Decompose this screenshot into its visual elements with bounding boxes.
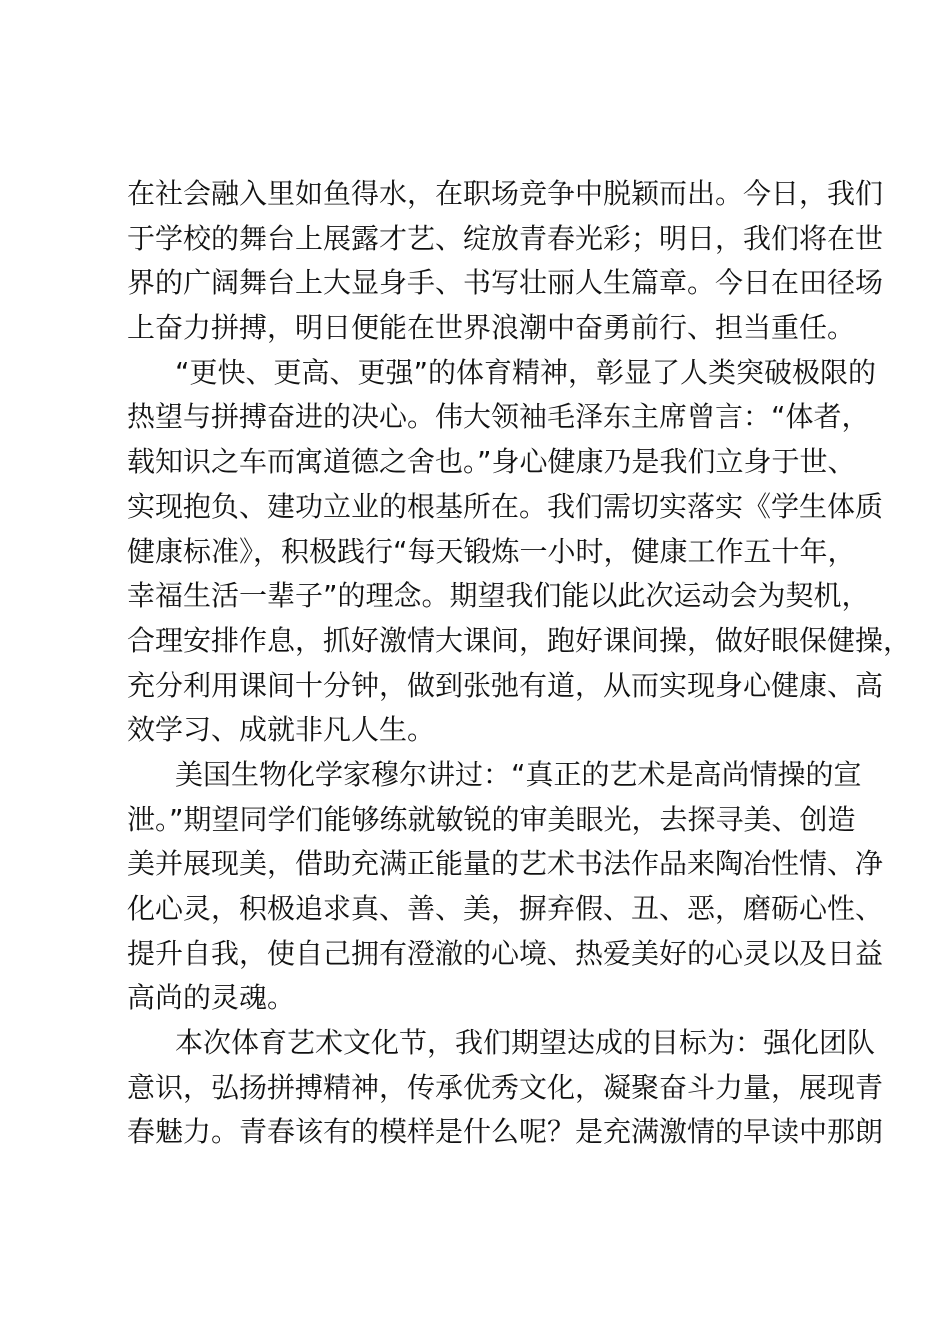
text-line: 意识，弘扬拼搏精神，传承优秀文化，凝聚奋斗力量，展现青 xyxy=(127,1070,884,1104)
paragraph-first-line: 本次体育艺术文化节，我们期望达成的目标为：强化团队 xyxy=(175,1026,876,1060)
text-line: 美并展现美，借助充满正能量的艺术书法作品来陶冶性情、净 xyxy=(127,847,884,881)
document-body xyxy=(127,172,912,1155)
text-line: 化心灵，积极追求真、善、美，摒弃假、丑、恶，磨砺心性、 xyxy=(127,892,884,925)
text-line: 上奋力拼搏，明日便能在世界浪潮中奋勇前行、担当重任。 xyxy=(127,311,856,345)
text-line: 健康标准》，积极践行“每天锻炼一小时，健康工作五十年， xyxy=(127,534,856,568)
paragraph-first-line: “更快、更高、更强”的体育精神，彰显了人类突破极限的 xyxy=(175,355,877,389)
text-line: 界的广阔舞台上大显身手、书写壮丽人生篇章。今日在田径场 xyxy=(127,266,884,300)
text-line: 充分利用课间十分钟，做到张弛有道，从而实现身心健康、高 xyxy=(127,668,884,702)
text-line: 在社会融入里如鱼得水，在职场竞争中脱颖而出。今日，我们 xyxy=(127,177,884,210)
text-line: 高尚的灵魂。 xyxy=(127,981,296,1015)
paragraph-first-line: 美国生物化学家穆尔讲过：“真正的艺术是高尚情操的宣 xyxy=(175,757,862,791)
text-line: 泄。”期望同学们能够练就敏锐的审美眼光，去探寻美、创造 xyxy=(127,802,856,836)
text-line: 于学校的舞台上展露才艺、绽放青春光彩；明日，我们将在世 xyxy=(127,221,884,255)
text-line: 提升自我，使自己拥有澄澈的心境、热爱美好的心灵以及日益 xyxy=(127,936,884,970)
text-line: 热望与拼搏奋进的决心。伟大领袖毛泽东主席曾言：“体者， xyxy=(127,400,870,434)
text-line: 实现抱负、建功立业的根基所在。我们需切实落实《学生体质 xyxy=(127,489,884,523)
text-line: 幸福生活一辈子”的理念。期望我们能以此次运动会为契机， xyxy=(127,579,870,613)
text-line: 效学习、成就非凡人生。 xyxy=(127,713,436,747)
text-line: 载知识之车而寓道德之舍也。”身心健康乃是我们立身于世、 xyxy=(127,445,856,479)
text-line: 合理安排作息，抓好激情大课间，跑好课间操，做好眼保健操， xyxy=(127,623,912,657)
text-line: 春魅力。青春该有的模样是什么呢？是充满激情的早读中那朗 xyxy=(127,1115,884,1149)
